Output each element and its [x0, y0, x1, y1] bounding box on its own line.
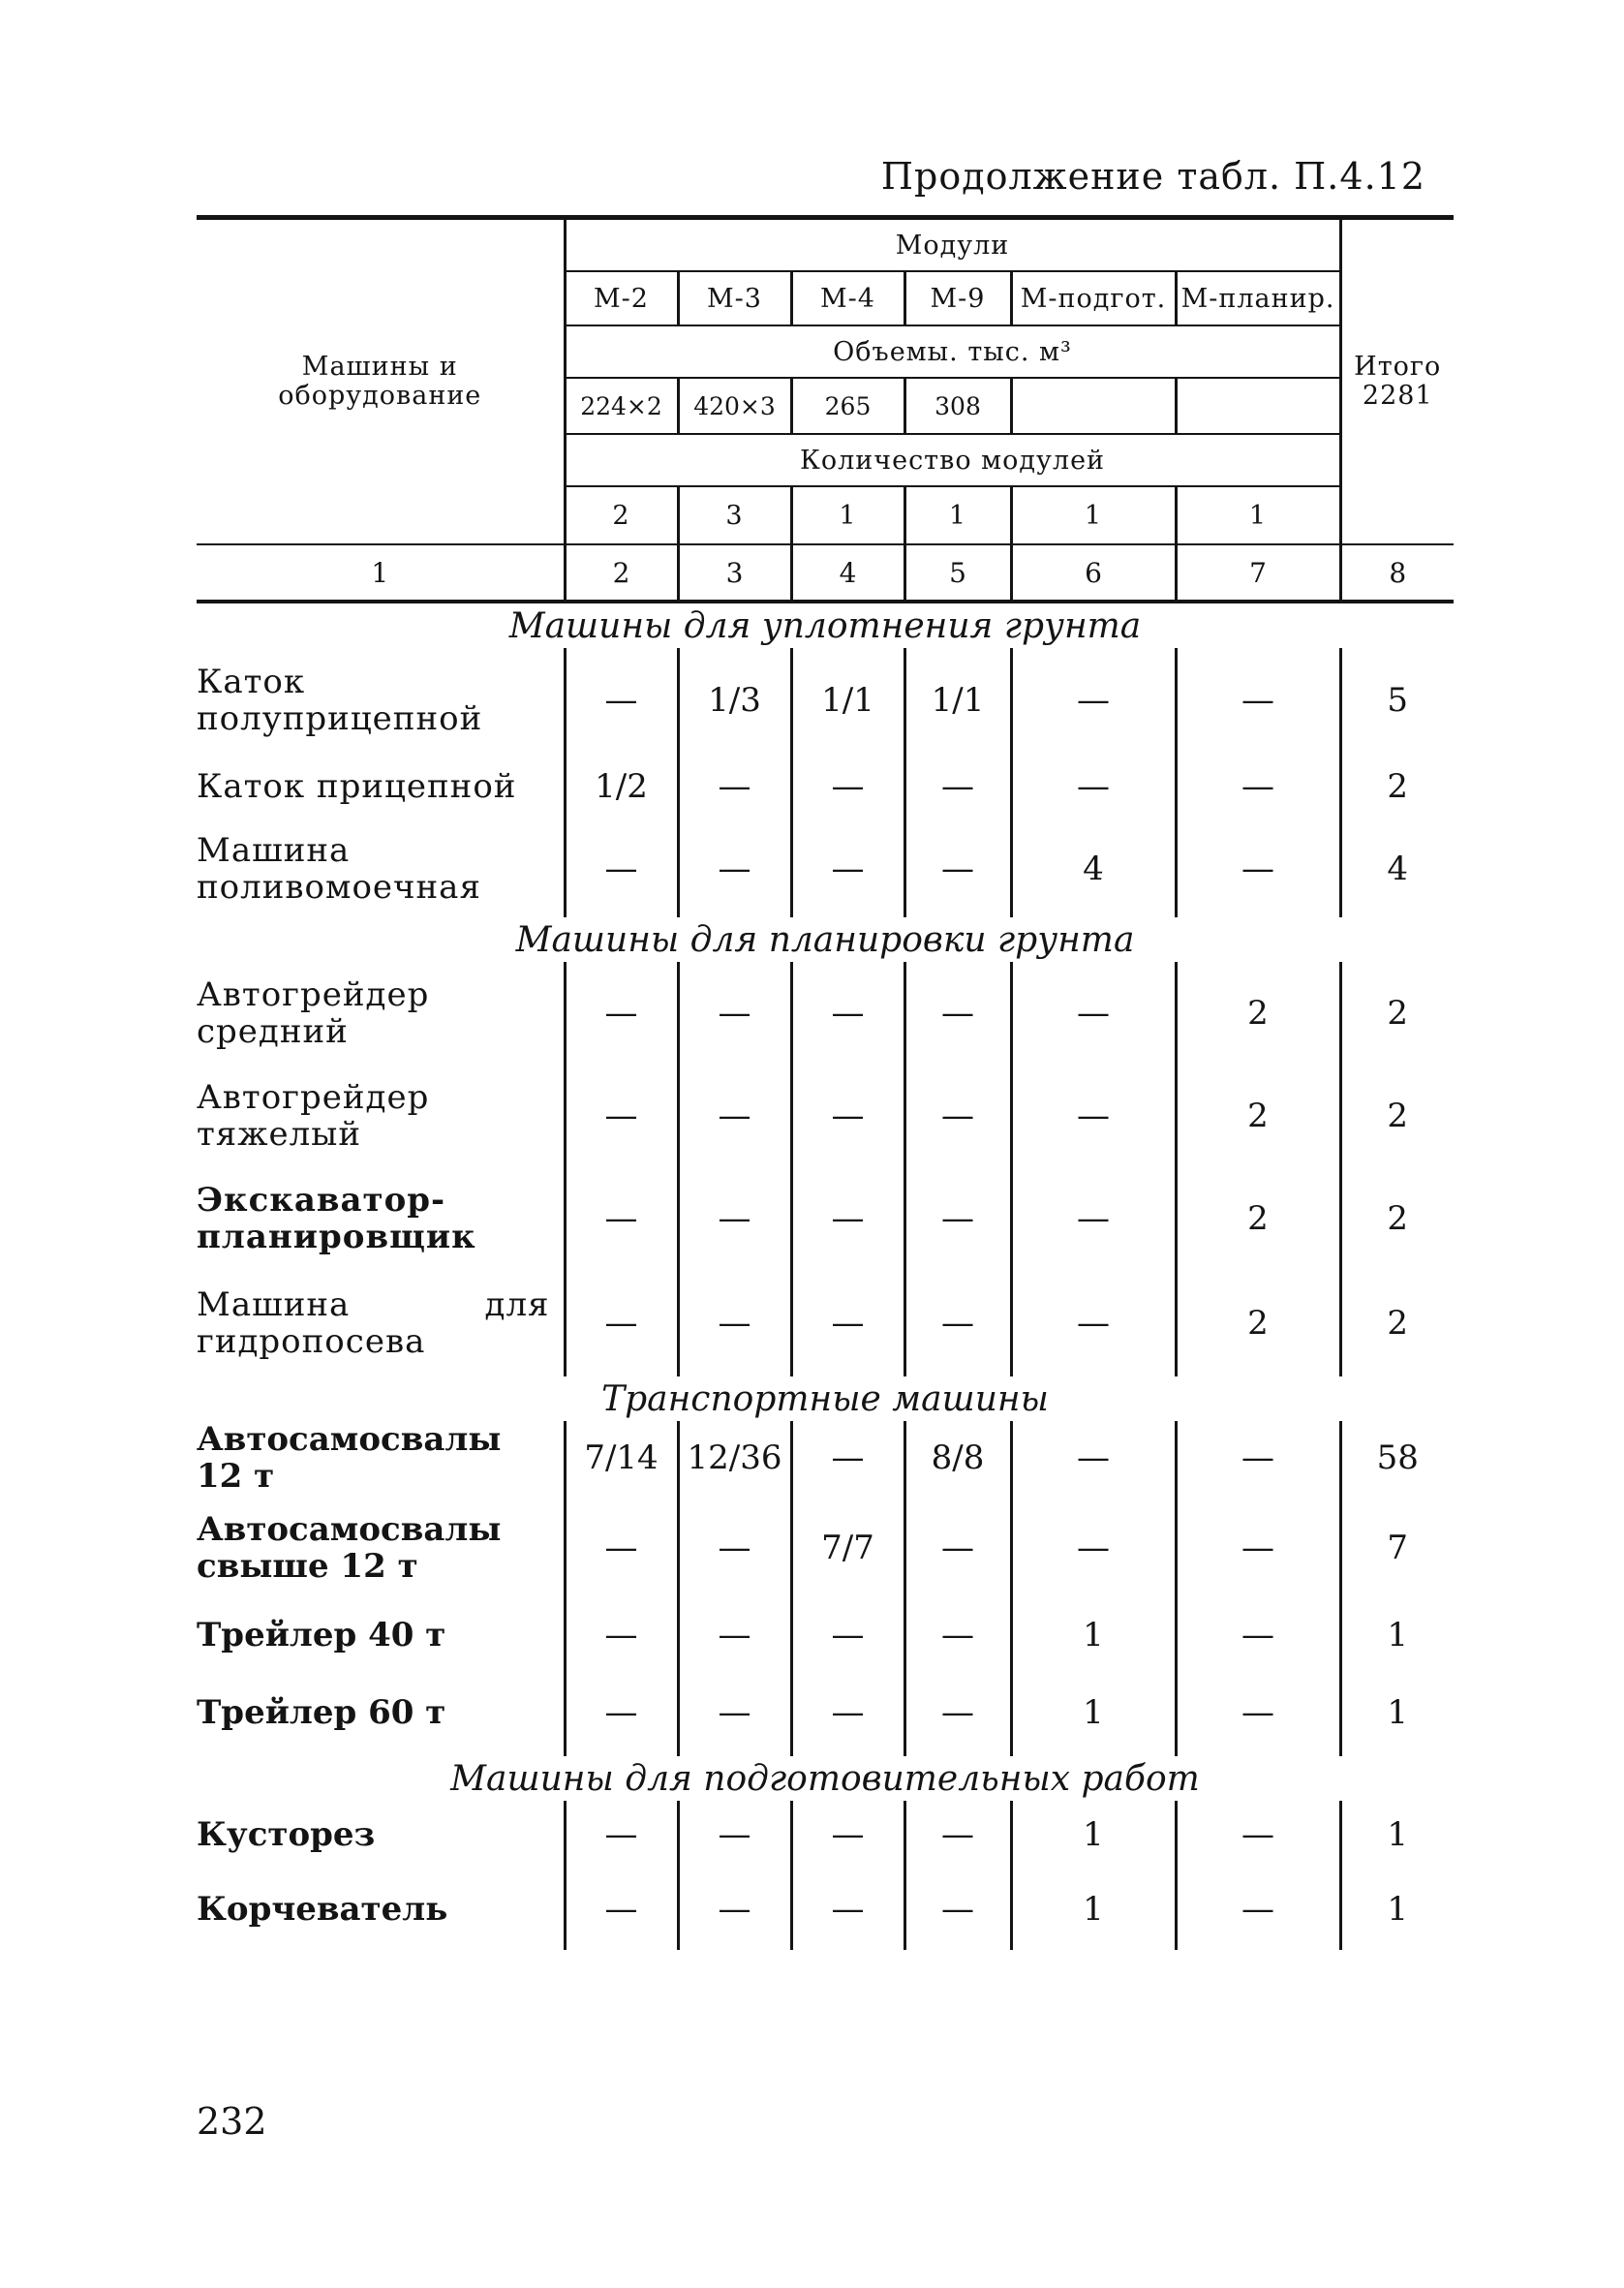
- row-total: 2: [1340, 1065, 1454, 1167]
- row-total: 2: [1340, 1167, 1454, 1270]
- table-header: [197, 218, 1454, 603]
- table-cell: —: [904, 753, 1011, 820]
- table-cell: —: [678, 1801, 791, 1869]
- section-transport: [197, 1376, 1454, 1756]
- table-cell: —: [1011, 1270, 1176, 1376]
- table-cell: —: [678, 1270, 791, 1376]
- module-count: 1: [904, 486, 1011, 544]
- table-cell: —: [904, 1801, 1011, 1869]
- machine-name: Каток прицепной: [197, 767, 517, 806]
- table-cell: —: [565, 962, 678, 1065]
- section-preparatory: [197, 1756, 1454, 1950]
- table-cell: —: [1176, 753, 1340, 820]
- total-label: Итого: [1354, 352, 1442, 382]
- row-total: 1: [1340, 1869, 1454, 1950]
- table-row: [197, 648, 1454, 753]
- table-cell: —: [678, 1869, 791, 1950]
- machine-name: Корчеватель: [197, 1890, 448, 1929]
- row-total: 7: [1340, 1495, 1454, 1601]
- module-name: М-2: [565, 271, 678, 325]
- table-row: [197, 1421, 1454, 1495]
- column-number: 3: [678, 544, 791, 602]
- section-title: Машины для подготовительных работ: [450, 1758, 1200, 1799]
- table-cell: —: [565, 648, 678, 753]
- table-cell: —: [565, 820, 678, 917]
- module-count: 1: [1176, 486, 1340, 544]
- table-cell: —: [904, 1669, 1011, 1756]
- machine-name: Трейлер 40 т: [197, 1616, 446, 1654]
- table-cell: —: [1011, 1167, 1176, 1270]
- table-cell: 8/8: [904, 1421, 1011, 1495]
- table-cell: —: [904, 1601, 1011, 1669]
- table-cell: —: [791, 1065, 904, 1167]
- table-row: [197, 1869, 1454, 1950]
- table-cell: —: [565, 1869, 678, 1950]
- table-row: [197, 1495, 1454, 1601]
- table-cell: —: [904, 820, 1011, 917]
- row-total: 2: [1340, 1270, 1454, 1376]
- table-row: [197, 753, 1454, 820]
- section-title: Машины для уплотнения грунта: [508, 605, 1142, 646]
- table-cell: —: [791, 1270, 904, 1376]
- table-cell: —: [1011, 1421, 1176, 1495]
- table-cell: —: [678, 820, 791, 917]
- row-total: 1: [1340, 1801, 1454, 1869]
- module-count: 3: [678, 486, 791, 544]
- table-cell: —: [678, 1167, 791, 1270]
- table-cell: 1: [1011, 1601, 1176, 1669]
- column-numbers-row: [197, 544, 1454, 602]
- table-row: [197, 962, 1454, 1065]
- section-compaction: [197, 602, 1454, 917]
- module-volume: 420×3: [678, 378, 791, 434]
- table-cell: —: [678, 1669, 791, 1756]
- module-volume: 265: [791, 378, 904, 434]
- row-total: 1: [1340, 1669, 1454, 1756]
- machine-name: Автосамосвалы свыше 12 т: [197, 1510, 502, 1586]
- table-cell: 4: [1011, 820, 1176, 917]
- page-number: 232: [197, 2100, 267, 2143]
- table-cell: —: [904, 1869, 1011, 1950]
- table-cell: —: [565, 1495, 678, 1601]
- table-cell: —: [1011, 753, 1176, 820]
- module-name: М-4: [791, 271, 904, 325]
- module-volume: 308: [904, 378, 1011, 434]
- table-cell: —: [1011, 962, 1176, 1065]
- module-volume: 224×2: [565, 378, 678, 434]
- table-row: [197, 820, 1454, 917]
- module-volume: [1011, 378, 1176, 434]
- table-cell: 7/14: [565, 1421, 678, 1495]
- table-cell: —: [565, 1065, 678, 1167]
- table-cell: —: [1176, 1669, 1340, 1756]
- module-name: М-подгот.: [1011, 271, 1176, 325]
- table-row: [197, 1270, 1454, 1376]
- table-cell: —: [678, 1065, 791, 1167]
- modules-header: Модули: [565, 218, 1340, 272]
- table-cell: —: [791, 753, 904, 820]
- machine-name: Каток полуприцепной: [197, 663, 483, 738]
- section-grading: [197, 917, 1454, 1376]
- table-cell: 2: [1176, 1270, 1340, 1376]
- table-cell: —: [678, 1495, 791, 1601]
- machine-name: Кусторез: [197, 1815, 376, 1854]
- section-title: Машины для планировки грунта: [515, 919, 1135, 960]
- table-cell: —: [791, 820, 904, 917]
- table-caption: Продолжение табл. П.4.12: [880, 155, 1425, 198]
- table-cell: 2: [1176, 1065, 1340, 1167]
- column-number: 1: [197, 544, 565, 602]
- module-count: 1: [1011, 486, 1176, 544]
- table-cell: —: [1176, 1869, 1340, 1950]
- column-number: 8: [1340, 544, 1454, 602]
- module-count: 2: [565, 486, 678, 544]
- table-cell: —: [791, 1421, 904, 1495]
- machine-name: Трейлер 60 т: [197, 1693, 446, 1732]
- machine-name: Машина поливомоечная: [197, 831, 481, 907]
- table-row: [197, 1601, 1454, 1669]
- table-row: [197, 1167, 1454, 1270]
- table-cell: —: [1176, 1601, 1340, 1669]
- table-cell: —: [791, 1801, 904, 1869]
- table-cell: —: [678, 753, 791, 820]
- table-cell: 2: [1176, 962, 1340, 1065]
- table-cell: 1/3: [678, 648, 791, 753]
- module-name: М-3: [678, 271, 791, 325]
- section-title: Транспортные машины: [601, 1378, 1049, 1419]
- total-column-header: [1340, 218, 1454, 545]
- table-cell: —: [1011, 648, 1176, 753]
- machine-name: Машина для гидропосева: [197, 1285, 550, 1361]
- machine-name: Автогрейдер средний: [197, 975, 430, 1051]
- table-cell: —: [565, 1601, 678, 1669]
- table-cell: —: [1176, 820, 1340, 917]
- table-cell: —: [1176, 1495, 1340, 1601]
- machines-table: [197, 215, 1454, 1950]
- row-total: 2: [1340, 753, 1454, 820]
- table-cell: —: [1176, 1421, 1340, 1495]
- table-cell: —: [904, 962, 1011, 1065]
- table-cell: —: [791, 962, 904, 1065]
- module-count: 1: [791, 486, 904, 544]
- table-cell: —: [791, 1167, 904, 1270]
- row-total: 5: [1340, 648, 1454, 753]
- table-cell: 12/36: [678, 1421, 791, 1495]
- module-volume: [1176, 378, 1340, 434]
- table-cell: —: [1176, 1801, 1340, 1869]
- table-cell: 7/7: [791, 1495, 904, 1601]
- row-total: 58: [1340, 1421, 1454, 1495]
- machine-name: Автосамосвалы 12 т: [197, 1420, 502, 1496]
- column-number: 7: [1176, 544, 1340, 602]
- table-cell: —: [1176, 648, 1340, 753]
- table-row: [197, 1801, 1454, 1869]
- row-total: 2: [1340, 962, 1454, 1065]
- volumes-header: Объемы. тыс. м³: [565, 325, 1340, 378]
- table-cell: —: [678, 1601, 791, 1669]
- table-cell: —: [565, 1801, 678, 1869]
- table-cell: —: [791, 1669, 904, 1756]
- table-cell: —: [904, 1065, 1011, 1167]
- table-cell: 1/1: [904, 648, 1011, 753]
- table-cell: 1/2: [565, 753, 678, 820]
- table-cell: 1/1: [791, 648, 904, 753]
- column-number: 4: [791, 544, 904, 602]
- table-cell: —: [565, 1270, 678, 1376]
- machine-name: Экскаватор-планировщик: [197, 1181, 476, 1256]
- table-cell: —: [565, 1669, 678, 1756]
- table-row: [197, 1065, 1454, 1167]
- row-total: 1: [1340, 1601, 1454, 1669]
- table-cell: —: [791, 1869, 904, 1950]
- count-header: Количество модулей: [565, 434, 1340, 486]
- table-cell: —: [791, 1601, 904, 1669]
- total-value: 2281: [1362, 381, 1433, 411]
- column-number: 6: [1011, 544, 1176, 602]
- table-row: [197, 1669, 1454, 1756]
- column-number: 2: [565, 544, 678, 602]
- row-total: 4: [1340, 820, 1454, 917]
- table-cell: 1: [1011, 1669, 1176, 1756]
- column-number: 5: [904, 544, 1011, 602]
- table-cell: 1: [1011, 1869, 1176, 1950]
- table-cell: 2: [1176, 1167, 1340, 1270]
- table-cell: 1: [1011, 1801, 1176, 1869]
- machine-name: Автогрейдер тяжелый: [197, 1078, 430, 1154]
- table-cell: —: [678, 962, 791, 1065]
- machines-column-header: Машины и оборудование: [197, 218, 565, 545]
- module-name: М-планир.: [1176, 271, 1340, 325]
- table-cell: —: [904, 1495, 1011, 1601]
- table-cell: —: [904, 1270, 1011, 1376]
- table-cell: —: [904, 1167, 1011, 1270]
- table-cell: —: [1011, 1065, 1176, 1167]
- module-name: М-9: [904, 271, 1011, 325]
- table-cell: —: [1011, 1495, 1176, 1601]
- table-cell: —: [565, 1167, 678, 1270]
